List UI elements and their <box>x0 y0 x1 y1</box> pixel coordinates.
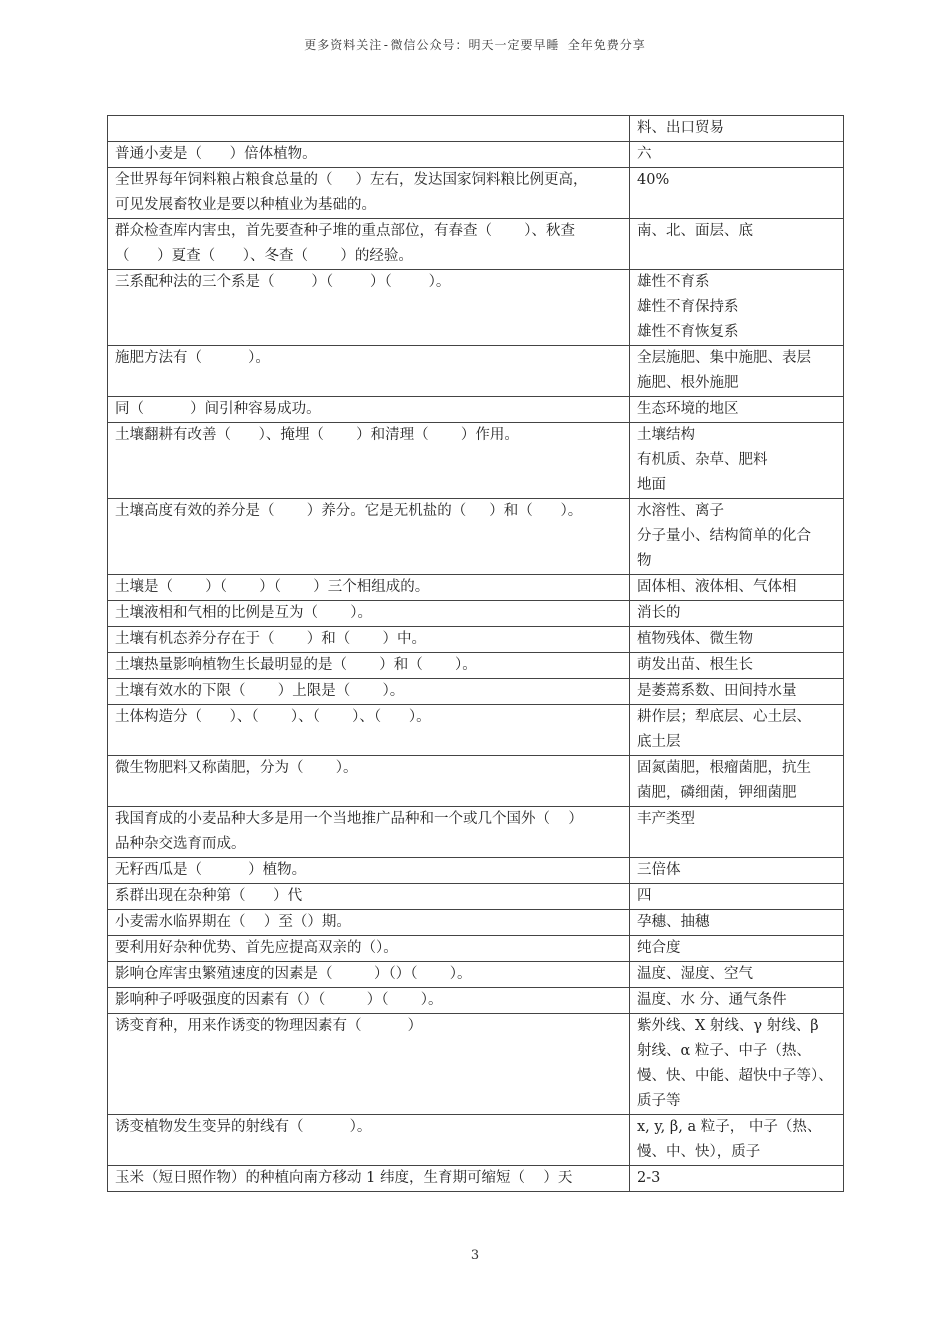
answer-cell: 温度、水 分、通气条件 <box>630 988 844 1014</box>
question-cell: 影响仓库害虫繁殖速度的因素是（ ）（）（ ）。 <box>108 962 630 988</box>
answer-cell: 耕作层；犁底层、心土层、 底土层 <box>630 705 844 756</box>
qa-table <box>107 115 844 1192</box>
table-row <box>108 936 844 962</box>
answer-cell: 孕穗、抽穗 <box>630 910 844 936</box>
table-row <box>108 346 844 397</box>
table-row <box>108 575 844 601</box>
page-number: 3 <box>470 1248 480 1263</box>
question-cell: 微生物肥料又称菌肥，分为（ ）。 <box>108 756 630 807</box>
answer-cell: 料、出口贸易 <box>630 116 844 142</box>
table-row <box>108 910 844 936</box>
question-cell: 土壤是（ ）（ ）（ ）三个相组成的。 <box>108 575 630 601</box>
question-cell: 玉米（短日照作物）的种植向南方移动 1 纬度，生育期可缩短（ ）天 <box>108 1166 630 1192</box>
answer-cell: 六 <box>630 142 844 168</box>
question-cell: 土壤高度有效的养分是（ ）养分。它是无机盐的（ ）和（ ）。 <box>108 499 630 575</box>
answer-cell: 三倍体 <box>630 858 844 884</box>
table-row <box>108 884 844 910</box>
table-row <box>108 1166 844 1192</box>
table-row <box>108 601 844 627</box>
answer-cell: 固氮菌肥，根瘤菌肥，抗生 菌肥，磷细菌，钾细菌肥 <box>630 756 844 807</box>
answer-cell: x, y, β, a 粒子， 中子（热、 慢、中、快），质子 <box>630 1115 844 1166</box>
question-cell: 土体构造分（ ）、（ ）、（ ）、（ ）。 <box>108 705 630 756</box>
table-row <box>108 627 844 653</box>
answer-cell: 固体相、液体相、气体相 <box>630 575 844 601</box>
table-row <box>108 219 844 270</box>
answer-cell: 是萎蔫系数、田间持水量 <box>630 679 844 705</box>
answer-cell: 南、北、面层、底 <box>630 219 844 270</box>
table-row <box>108 397 844 423</box>
answer-cell: 萌发出苗、根生长 <box>630 653 844 679</box>
answer-cell: 丰产类型 <box>630 807 844 858</box>
table-row <box>108 679 844 705</box>
table-row <box>108 988 844 1014</box>
question-cell: 全世界每年饲料粮占粮食总量的（ ）左右，发达国家饲料粮比例更高， 可见发展畜牧业是要以种植业为基础的。 <box>108 168 630 219</box>
question-cell: 土壤热量影响植物生长最明显的是（ ）和（ ）。 <box>108 653 630 679</box>
answer-cell: 土壤结构 有机质、杂草、肥料 地面 <box>630 423 844 499</box>
table-row <box>108 499 844 575</box>
question-cell: 要利用好杂种优势、首先应提高双亲的（）。 <box>108 936 630 962</box>
table-row <box>108 962 844 988</box>
answer-cell: 40% <box>630 168 844 219</box>
answer-cell: 四 <box>630 884 844 910</box>
answer-cell: 全层施肥、集中施肥、表层 施肥、根外施肥 <box>630 346 844 397</box>
table-row <box>108 168 844 219</box>
question-cell: 无籽西瓜是（ ）植物。 <box>108 858 630 884</box>
question-cell: 土壤有机态养分存在于（ ）和（ ）中。 <box>108 627 630 653</box>
answer-cell: 纯合度 <box>630 936 844 962</box>
table-row <box>108 756 844 807</box>
question-cell: 土壤翻耕有改善（ ）、掩埋（ ）和清理（ ）作用。 <box>108 423 630 499</box>
question-cell: 影响种子呼吸强度的因素有（）（ ）（ ）。 <box>108 988 630 1014</box>
qa-table-body <box>108 116 844 1192</box>
answer-cell: 生态环境的地区 <box>630 397 844 423</box>
answer-cell: 2-3 <box>630 1166 844 1192</box>
table-row <box>108 858 844 884</box>
question-cell: 土壤有效水的下限（ ）上限是（ ）。 <box>108 679 630 705</box>
table-row <box>108 1115 844 1166</box>
answer-cell: 雄性不育系 雄性不育保持系 雄性不育恢复系 <box>630 270 844 346</box>
question-cell: 三系配种法的三个系是（ ）（ ）（ ）。 <box>108 270 630 346</box>
answer-cell: 温度、湿度、空气 <box>630 962 844 988</box>
question-cell: 群众检查库内害虫，首先要查种子堆的重点部位，有春查（ ）、秋查 （ ）夏查（ ）、冬查（ ）的经验。 <box>108 219 630 270</box>
table-row <box>108 1014 844 1115</box>
question-cell: 同（ ）间引种容易成功。 <box>108 397 630 423</box>
table-row <box>108 807 844 858</box>
answer-cell: 植物残体、微生物 <box>630 627 844 653</box>
answer-cell: 紫外线、X 射线、γ 射线、β 射线、α 粒子、中子（热、 慢、快、中能、超快中子等）、 质子等 <box>630 1014 844 1115</box>
table-row <box>108 653 844 679</box>
question-cell <box>108 116 630 142</box>
question-cell: 诱变育种，用来作诱变的物理因素有（ ） <box>108 1014 630 1115</box>
question-cell: 系群出现在杂种第（ ）代 <box>108 884 630 910</box>
table-row <box>108 705 844 756</box>
question-cell: 土壤液相和气相的比例是互为（ ）。 <box>108 601 630 627</box>
table-row <box>108 270 844 346</box>
question-cell: 普通小麦是（ ）倍体植物。 <box>108 142 630 168</box>
table-row <box>108 423 844 499</box>
page-header: 更多资料关注-微信公众号：明天一定要早睡 全年免费分享 <box>304 38 646 52</box>
question-cell: 小麦需水临界期在（ ）至（）期。 <box>108 910 630 936</box>
answer-cell: 水溶性、离子 分子量小、结构简单的化合 物 <box>630 499 844 575</box>
question-cell: 施肥方法有（ ）。 <box>108 346 630 397</box>
question-cell: 我国育成的小麦品种大多是用一个当地推广品种和一个或几个国外（ ） 品种杂交选育而成。 <box>108 807 630 858</box>
question-cell: 诱变植物发生变异的射线有（ ）。 <box>108 1115 630 1166</box>
answer-cell: 消长的 <box>630 601 844 627</box>
table-row <box>108 116 844 142</box>
table-row <box>108 142 844 168</box>
